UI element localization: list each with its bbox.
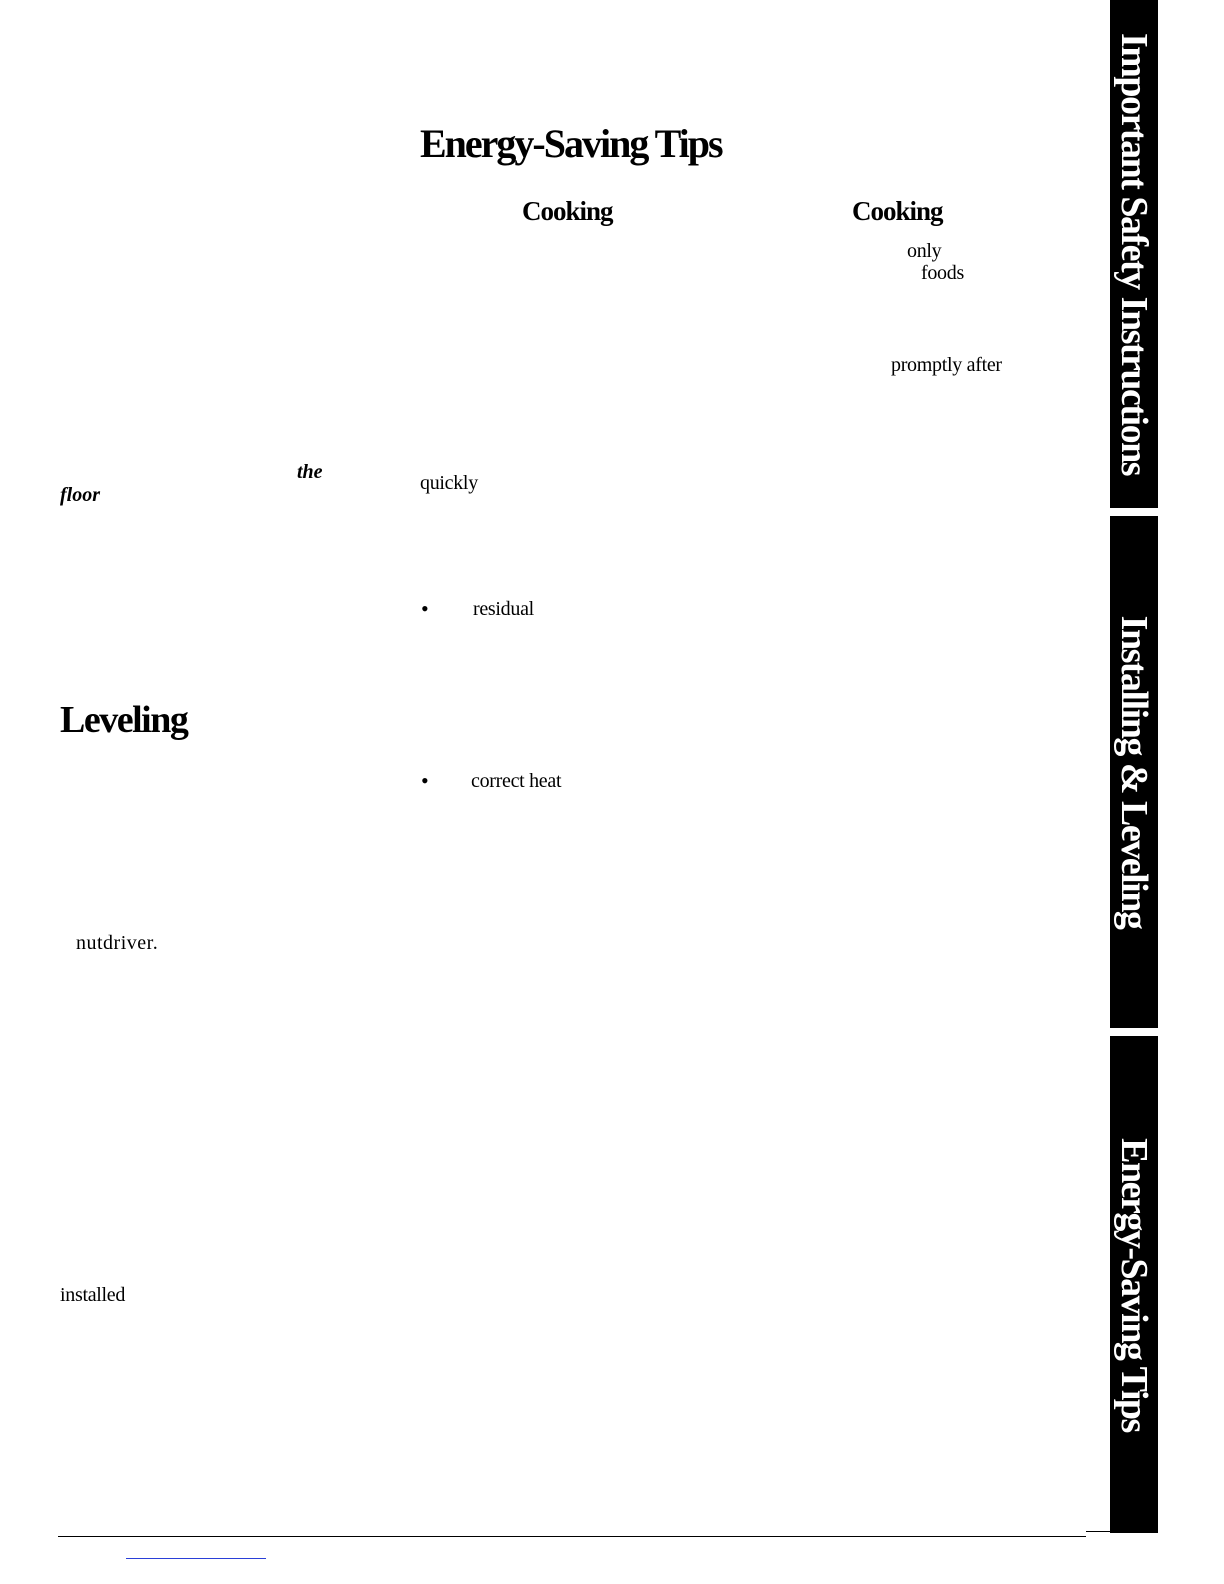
tab-label: Energy-Saving Tips [1113,1137,1155,1432]
text-fragment-nutdriver: nutdriver. [76,932,159,954]
bullet-marker: • [421,768,429,793]
tab-label: Installing & Leveling [1113,615,1155,929]
text-fragment-promptly-after: promptly after [891,354,1002,376]
tab-label: Important Safety Instructions [1113,32,1155,476]
text-fragment-residual: residual [473,598,534,620]
subheading-right: Cooking [852,196,943,226]
text-fragment-correct-heat: correct heat [471,770,562,792]
bottom-rule [58,1536,1086,1537]
text-fragment-foods: foods [921,262,964,284]
subheading-middle: Cooking [522,196,613,226]
bullet-marker: • [421,596,429,621]
page-title: Energy-Saving Tips [420,121,722,166]
text-fragment-only: only [907,240,942,262]
tab-energy-saving-tips[interactable] [1110,1036,1158,1533]
link-underline[interactable] [126,1558,266,1559]
tab-installing-leveling[interactable] [1110,516,1158,1028]
text-fragment-quickly: quickly [420,472,478,494]
text-fragment-floor: floor [60,484,100,506]
text-fragment-installed: installed [60,1284,126,1306]
section-heading-leveling: Leveling [60,699,188,741]
bottom-rule-tab [1086,1531,1158,1532]
tab-important-safety-instructions[interactable] [1110,0,1158,508]
text-fragment-the: the [297,461,323,483]
